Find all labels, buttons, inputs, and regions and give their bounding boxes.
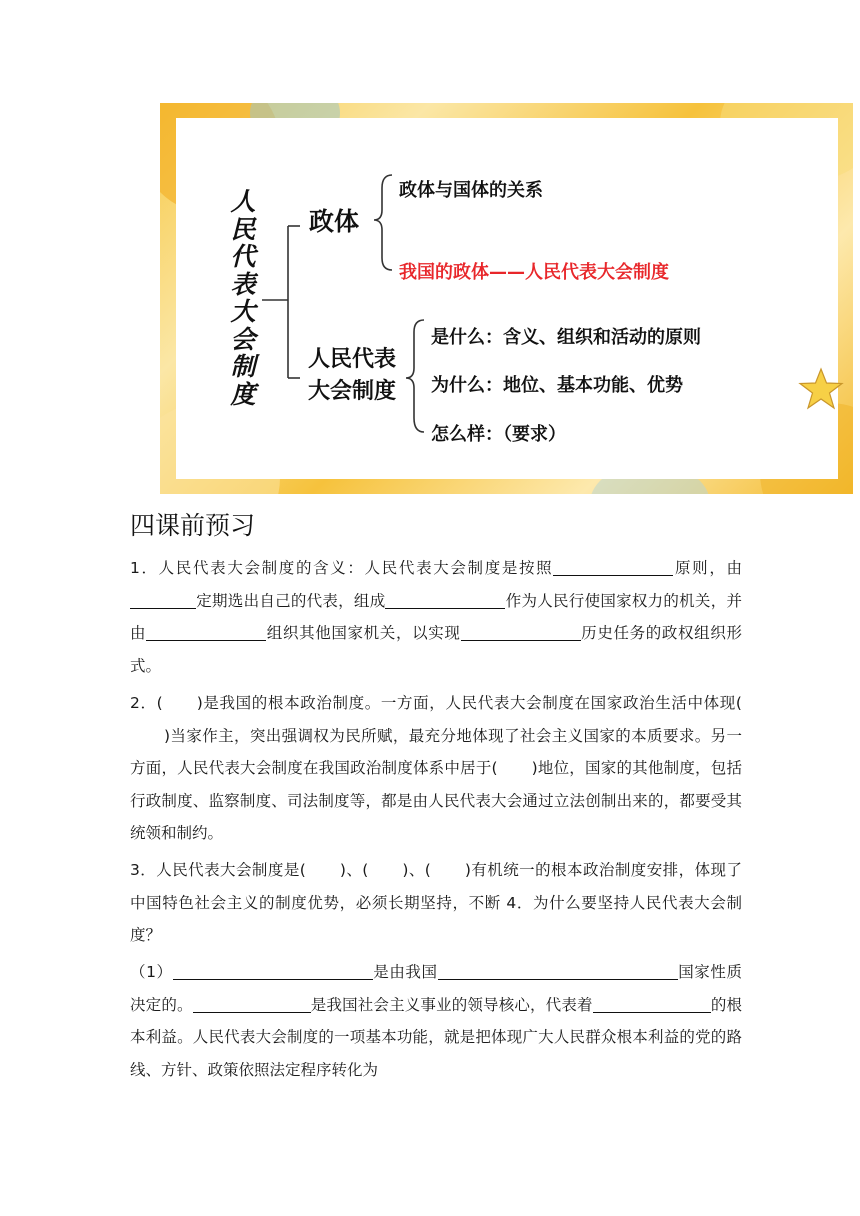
- title-char: 表: [230, 269, 256, 299]
- question-2: [130, 687, 742, 850]
- q1-text: 定期选出自己的代表，组成: [196, 591, 386, 610]
- q4-text: 是我国社会主义事业的领导核心，代表着: [310, 995, 593, 1014]
- branch-rendazhidu: [308, 344, 396, 408]
- answer-blank[interactable]: [593, 994, 711, 1013]
- answer-blank[interactable]: [193, 994, 311, 1013]
- answer-blank[interactable]: [146, 622, 266, 641]
- title-char: 制: [230, 352, 256, 381]
- title-char: 人: [230, 187, 256, 216]
- q1-text: 组织其他国家机关，以实现: [266, 624, 461, 642]
- title-char: 民: [230, 214, 256, 244]
- leaf-relation: 政体与国体的关系: [399, 180, 543, 201]
- title-char: 代: [230, 242, 256, 271]
- branch-zhengti: 政体: [309, 207, 360, 236]
- question-3: [130, 854, 742, 952]
- leaf-what: 是什么：含义、组织和活动的原则: [431, 327, 701, 348]
- answer-blank[interactable]: [130, 590, 196, 609]
- section-heading: 四课前预习: [130, 511, 256, 540]
- q3-text: 3．人民代表大会制度是(: [130, 861, 306, 879]
- q4-text: 是由我国: [372, 963, 438, 981]
- title-char: 会: [230, 324, 256, 354]
- q2-text: )当家作主，突出强调权为民所赋，最充分地体现了社会主义国家的本质要求。另一方面，人民代表大会制度在我国政治制度体系中居于(: [130, 726, 742, 777]
- answer-blank[interactable]: [461, 622, 581, 641]
- q4-text: （1）: [130, 963, 173, 981]
- q3-text: )有机统一的根本政治制度安排，体现了中国特色社会主义的制度优势，必须长期坚持，不断 4．为什么要坚持人民代表大会制度？: [130, 861, 742, 944]
- title-char: 度: [230, 379, 256, 409]
- q2-text: )是我国的根本政治制度。一方面，人民代表大会制度在国家政治生活中体现(: [196, 694, 742, 712]
- q3-text: )、(: [402, 861, 431, 879]
- q4-text: 国家性质决定的。: [130, 963, 742, 1014]
- answer-blank[interactable]: [385, 590, 505, 609]
- branch-label-line: 人民代表: [308, 347, 397, 372]
- answer-blank[interactable]: [553, 557, 673, 576]
- title-char: 大: [230, 297, 256, 326]
- q1-text: 历史任务的政权组织形式。: [130, 624, 742, 675]
- question-4: [130, 956, 742, 1086]
- branch-label-line: 大会制度: [308, 379, 397, 404]
- q4-text: 的根本利益。人民代表大会制度的一项基本功能，就是把体现广大人民群众根本利益的党的路线、方针、政策依照法定程序转化为: [130, 995, 742, 1079]
- q2-text: )地位，国家的其他制度，包括行政制度、监察制度、司法制度等，都是由人民代表大会通过立法创制出来的，都要受其统领和制约。: [130, 759, 742, 842]
- answer-blank[interactable]: [438, 961, 678, 980]
- leaf-how: 怎么样：（要求）: [431, 424, 566, 445]
- question-1: [130, 552, 742, 682]
- q1-text: 原则，由: [673, 559, 742, 577]
- branch2-brace: [406, 320, 424, 432]
- q1-text: 1．人民代表大会制度的含义：人民代表大会制度是按照: [130, 559, 554, 577]
- answer-blank[interactable]: [173, 961, 373, 980]
- leaf-our-regime: 我国的政体——人民代表大会制度: [399, 262, 669, 283]
- branch1-brace: [374, 175, 392, 270]
- q2-text: 2．(: [130, 694, 163, 712]
- leaf-why: 为什么：地位、基本功能、优势: [431, 375, 683, 396]
- q1-text: 作为人民行使国家权力的机关，并由: [130, 591, 742, 642]
- q3-text: )、(: [339, 861, 369, 879]
